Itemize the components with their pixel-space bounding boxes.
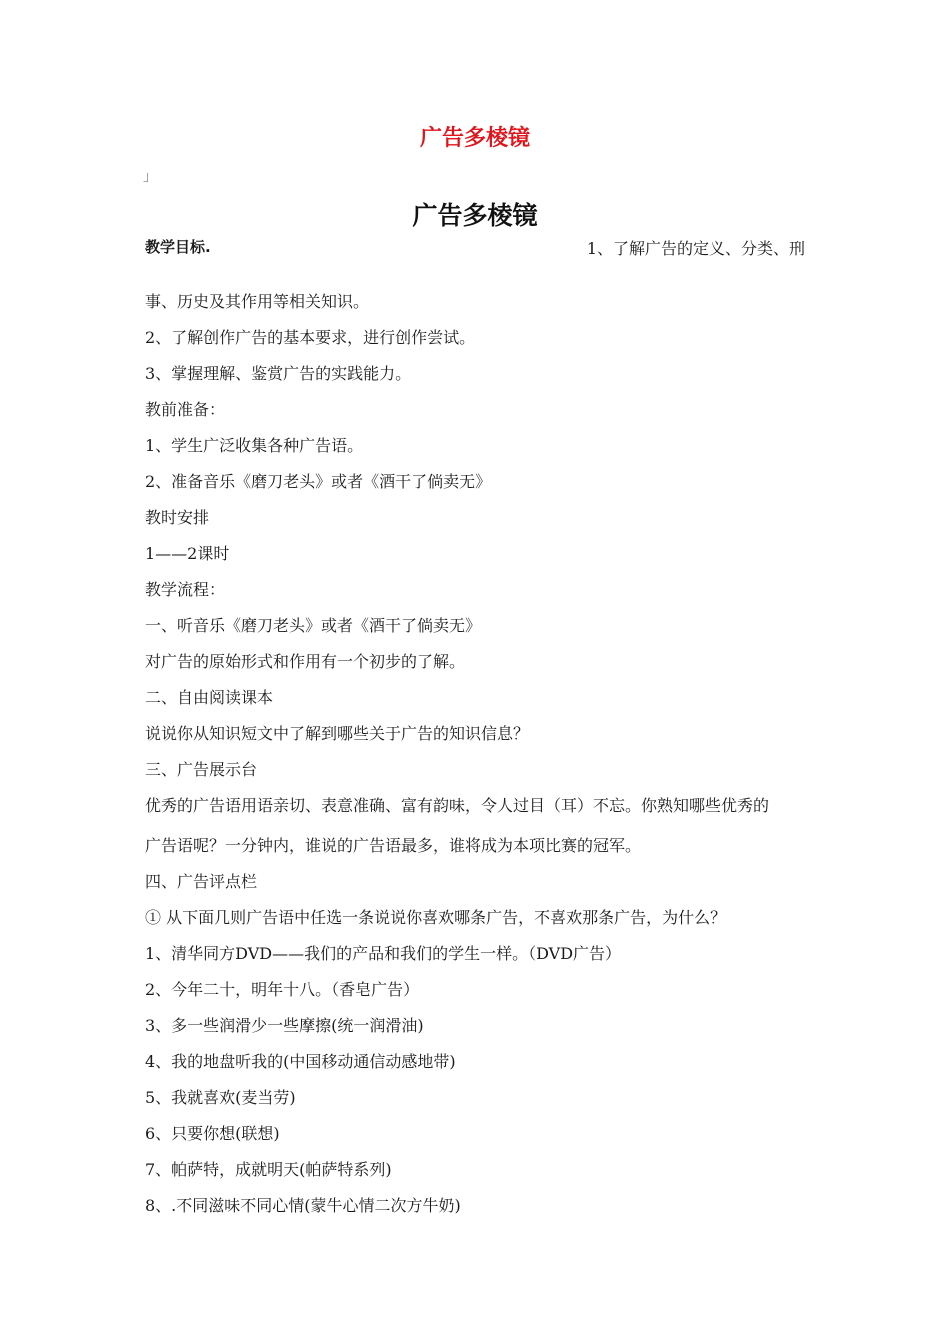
- text-line: 3、掌握理解、鉴赏广告的实践能力。: [145, 364, 412, 383]
- text-line: 2、了解创作广告的基本要求，进行创作尝试。: [145, 328, 476, 347]
- section-heading: 教时安排: [145, 508, 210, 527]
- text-line: 说说你从知识短文中了解到哪些关于广告的知识信息？: [145, 724, 530, 743]
- text-line: 1——2课时: [145, 544, 230, 563]
- section-heading: 四、广告评点栏: [145, 872, 258, 891]
- text-line: 1、学生广泛收集各种广告语。: [145, 436, 364, 455]
- teaching-goals-label: 教学目标.: [145, 238, 211, 256]
- section-heading: 二、自由阅读课本: [145, 688, 274, 707]
- section-heading: 教前准备：: [145, 400, 226, 419]
- list-item: 1、清华同方DVD——我们的产品和我们的学生一样。（DVD广告）: [145, 944, 622, 963]
- list-item: 5、我就喜欢(麦当劳): [145, 1088, 296, 1107]
- section-heading: 教学流程：: [145, 580, 226, 599]
- corner-mark: 」: [143, 169, 157, 185]
- text-line: ① 从下面几则广告语中任选一条说说你喜欢哪条广告，不喜欢那条广告，为什么？: [145, 908, 727, 927]
- list-item: 2、今年二十，明年十八。（香皂广告）: [145, 980, 420, 999]
- text-line: 对广告的原始形式和作用有一个初步的了解。: [145, 652, 466, 671]
- text-line: 广告语呢？一分钟内，谁说的广告语最多，谁将成为本项比赛的冠军。: [145, 836, 642, 855]
- teaching-goal-first: 1、了解广告的定义、分类、刑: [586, 239, 805, 258]
- list-item: 6、只要你想(联想): [145, 1124, 280, 1143]
- section-heading: 三、广告展示台: [145, 760, 258, 779]
- text-line: 事、历史及其作用等相关知识。: [145, 292, 370, 311]
- main-title: 广告多棱镜: [412, 201, 538, 230]
- list-item: 3、多一些润滑少一些摩擦(统一润滑油): [145, 1016, 424, 1035]
- red-title: 广告多棱镜: [419, 126, 530, 151]
- text-line: 2、准备音乐《磨刀老头》或者《酒干了倘卖无》: [145, 472, 492, 491]
- text-line: 优秀的广告语用语亲切、表意准确、富有韵味，令人过目（耳）不忘。你熟知哪些优秀的: [145, 796, 770, 815]
- teaching-goals-row: [145, 236, 805, 260]
- list-item: 8、.不同滋味不同心情(蒙牛心情二次方牛奶): [145, 1196, 461, 1215]
- list-item: 7、帕萨特，成就明天(帕萨特系列): [145, 1160, 392, 1179]
- list-item: 4、我的地盘听我的(中国移动通信动感地带): [145, 1052, 456, 1071]
- text-line: 一、听音乐《磨刀老头》或者《酒干了倘卖无》: [145, 616, 482, 635]
